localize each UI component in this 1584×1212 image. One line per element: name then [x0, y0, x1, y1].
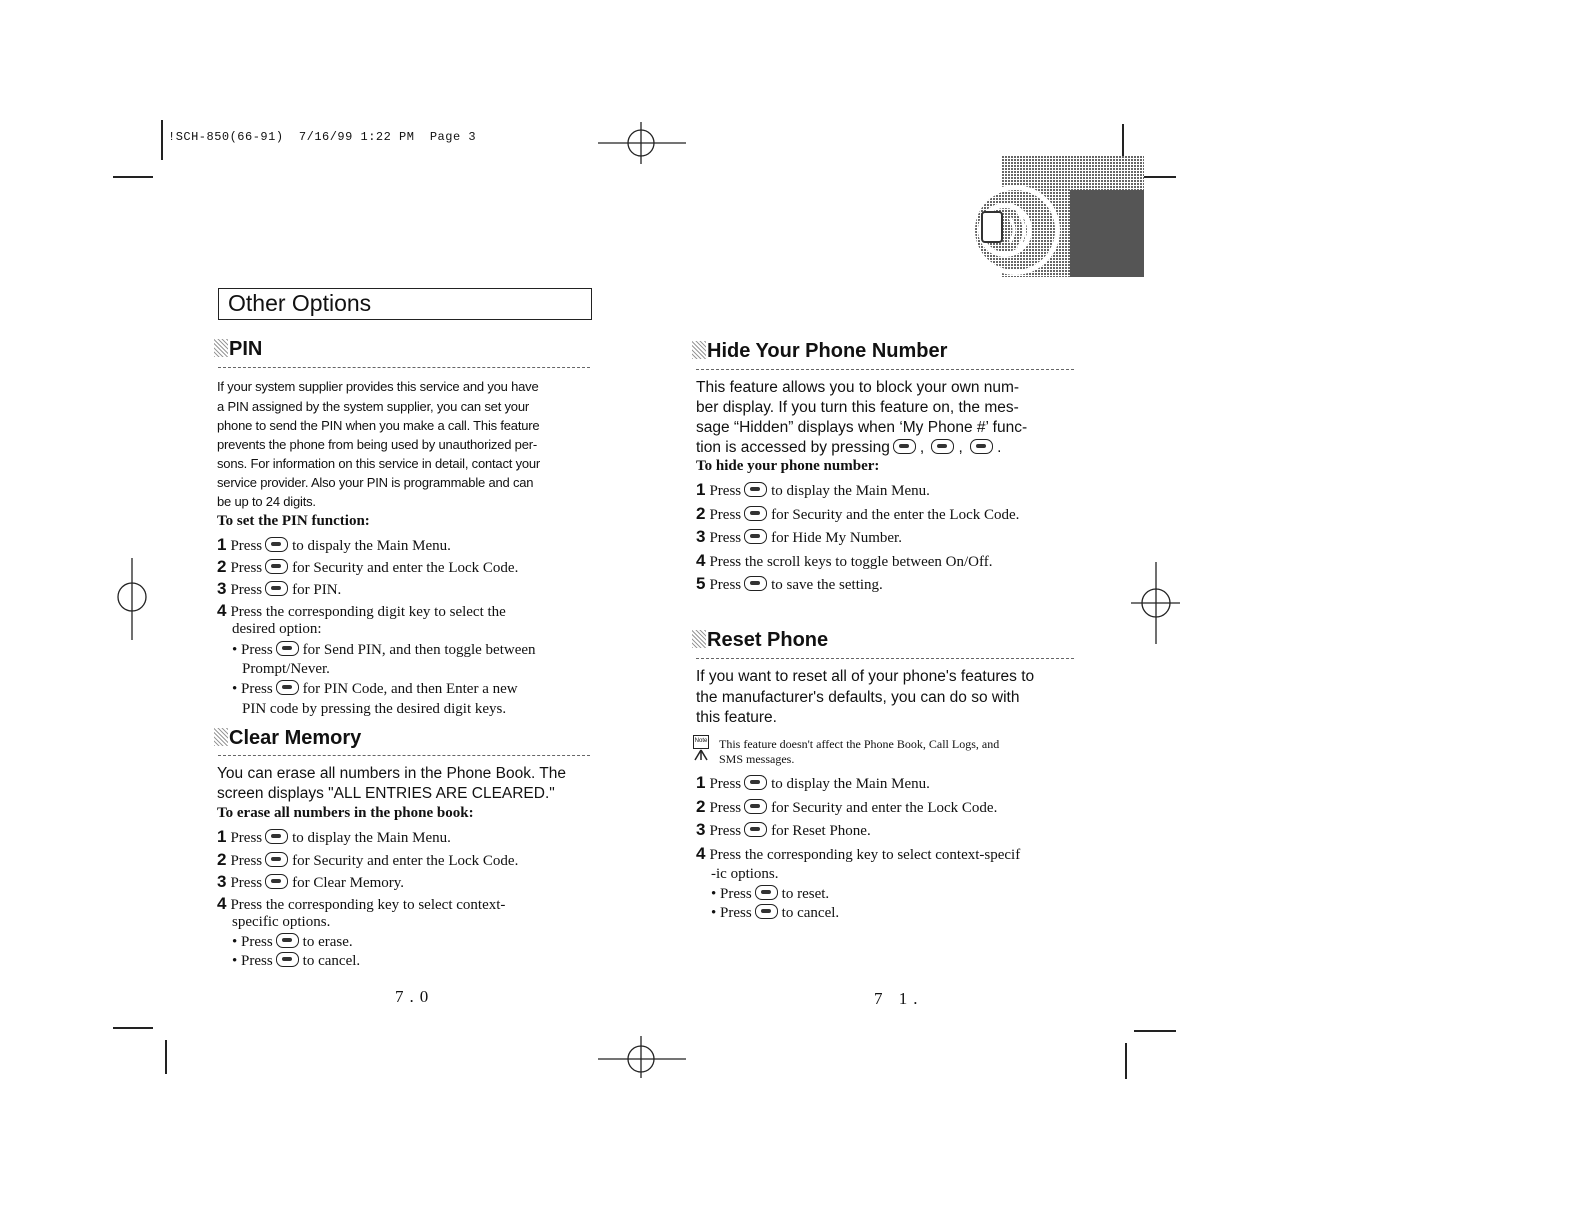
registration-mark-top — [598, 120, 688, 166]
text-line: sons. For information on this service in detail, contact your — [217, 456, 541, 471]
ok-key-icon — [755, 885, 778, 900]
pin-step-3: 3 Press for PIN. — [217, 579, 342, 598]
security-key-icon — [931, 439, 954, 454]
hide-step-4: 4 Press the scroll keys to toggle between On/Off. — [696, 551, 993, 570]
digit-key-icon — [744, 529, 767, 544]
text-line: If your system supplier provides this service and you have — [217, 379, 539, 394]
clear-step-1: 1 Press to display the Main Menu. — [217, 827, 451, 846]
clear-key-icon — [755, 904, 778, 919]
reset-bullet-2: • Press to cancel. — [711, 905, 840, 921]
text-line: the manufacturer's defaults, you can do so with — [696, 689, 1020, 706]
page-number-right: 7 1. — [874, 989, 924, 1008]
pin-bullet-1: • Press for Send PIN, and then toggle between — [232, 642, 536, 658]
digit-1-key-icon — [276, 641, 299, 656]
clear-key-icon — [276, 952, 299, 967]
divider — [696, 369, 1074, 370]
clear-step-4: 4 Press the corresponding key to select context- — [217, 894, 506, 913]
registration-mark-right — [1130, 560, 1182, 646]
hide-step-5: 5 Press to save the setting. — [696, 574, 883, 593]
hide-number-heading: Hide Your Phone Number — [692, 340, 947, 363]
note-line: This feature doesn't affect the Phone Book, Call Logs, and — [719, 737, 1000, 751]
pin-step-4: 4 Press the corresponding digit key to select the — [217, 601, 506, 620]
pin-step-4-cont: desired option: — [232, 621, 322, 637]
pin-step-1: 1 Press to dispaly the Main Menu. — [217, 535, 451, 554]
crop-line — [1125, 1043, 1127, 1079]
pin-bullet-2-cont: PIN code by pressing the desired digit keys. — [242, 701, 507, 717]
security-key-icon — [265, 852, 288, 867]
text-line: a PIN assigned by the system supplier, you can set your — [217, 399, 530, 414]
text-line: If you want to reset all of your phone's features to — [696, 668, 1035, 685]
reset-bullet-1: • Press to reset. — [711, 886, 830, 902]
divider — [696, 658, 1074, 659]
clear-bullet-1: • Press to erase. — [232, 934, 353, 950]
page-number-left: 7.0 — [395, 987, 435, 1006]
divider — [218, 367, 590, 368]
security-key-icon — [744, 506, 767, 521]
section-title-box — [218, 288, 592, 320]
note-stand-icon — [692, 749, 710, 761]
clear-step-4-cont: specific options. — [232, 914, 331, 930]
pin-step-2: 2 Press for Security and enter the Lock Code. — [217, 557, 519, 576]
text-line: ber display. If you turn this feature on, the mes- — [696, 399, 1019, 416]
note-line: SMS messages. — [719, 752, 795, 766]
menu-key-icon — [265, 537, 288, 552]
divider — [218, 755, 590, 756]
text-line: be up to 24 digits. — [217, 494, 316, 509]
ok-key-icon — [744, 576, 767, 591]
reset-step-2: 2 Press for Security and enter the Lock Code. — [696, 797, 998, 816]
hide-step-1: 1 Press to display the Main Menu. — [696, 480, 930, 499]
clear-step-3: 3 Press for Clear Memory. — [217, 872, 405, 891]
registration-mark-bottom — [598, 1034, 688, 1080]
pin-subheading: To set the PIN function: — [217, 513, 370, 529]
security-key-icon — [744, 799, 767, 814]
crop-line — [113, 1027, 153, 1029]
reset-step-4-cont: -ic options. — [711, 866, 779, 882]
text-line: This feature allows you to block your own num- — [696, 379, 1020, 396]
pin-bullet-2: • Press for PIN Code, and then Enter a new — [232, 681, 518, 697]
menu-key-icon — [893, 439, 916, 454]
clear-step-2: 2 Press for Security and enter the Lock Code. — [217, 850, 519, 869]
bullet-graphic — [692, 630, 706, 648]
note-icon: Note — [693, 735, 709, 749]
reset-step-4: 4 Press the corresponding key to select context-specif — [696, 844, 1021, 863]
bullet-graphic — [214, 339, 228, 357]
digit-key-icon — [265, 581, 288, 596]
clear-memory-heading: Clear Memory — [214, 727, 361, 750]
text-line: screen displays "ALL ENTRIES ARE CLEARED." — [217, 785, 555, 802]
menu-key-icon — [744, 482, 767, 497]
text-line: sage “Hidden” displays when ‘My Phone #’ func- — [696, 419, 1028, 436]
clear-memory-subheading: To erase all numbers in the phone book: — [217, 805, 474, 821]
hide-number-subheading: To hide your phone number: — [696, 458, 880, 474]
text-line: service provider. Also your PIN is programmable and can — [217, 475, 534, 490]
bullet-graphic — [692, 341, 706, 359]
digit-key-icon — [970, 439, 993, 454]
bullet-graphic — [214, 728, 228, 746]
hide-step-3: 3 Press for Hide My Number. — [696, 527, 902, 546]
text-line: this feature. — [696, 709, 777, 726]
crop-line — [161, 120, 163, 160]
text-line: phone to send the PIN when you make a call. This feature — [217, 418, 540, 433]
page-title: Other Options — [228, 290, 372, 316]
digit-key-icon — [265, 874, 288, 889]
print-slug: !SCH-850(66-91) 7/16/99 1:22 PM Page 3 — [168, 130, 477, 144]
crop-line — [113, 176, 153, 178]
phone-decoration-image — [960, 150, 1150, 280]
pin-heading: PIN — [214, 338, 262, 361]
reset-step-1: 1 Press to display the Main Menu. — [696, 773, 930, 792]
text-line: prevents the phone from being used by unauthorized per- — [217, 437, 537, 452]
crop-line — [1134, 1030, 1176, 1032]
reset-phone-heading: Reset Phone — [692, 629, 828, 652]
digit-2-key-icon — [276, 680, 299, 695]
menu-key-icon — [265, 829, 288, 844]
security-key-icon — [265, 559, 288, 574]
clear-bullet-2: • Press to cancel. — [232, 953, 361, 969]
hide-step-2: 2 Press for Security and the enter the Lock Code. — [696, 504, 1020, 523]
registration-mark-left — [112, 556, 152, 642]
crop-line — [165, 1040, 167, 1074]
reset-step-3: 3 Press for Reset Phone. — [696, 820, 871, 839]
text-line: You can erase all numbers in the Phone Book. The — [217, 765, 566, 782]
text-line: tion is accessed by pressing , , . — [696, 439, 1002, 456]
pin-bullet-1-cont: Prompt/Never. — [242, 661, 330, 677]
menu-key-icon — [744, 775, 767, 790]
ok-key-icon — [276, 933, 299, 948]
digit-key-icon — [744, 822, 767, 837]
